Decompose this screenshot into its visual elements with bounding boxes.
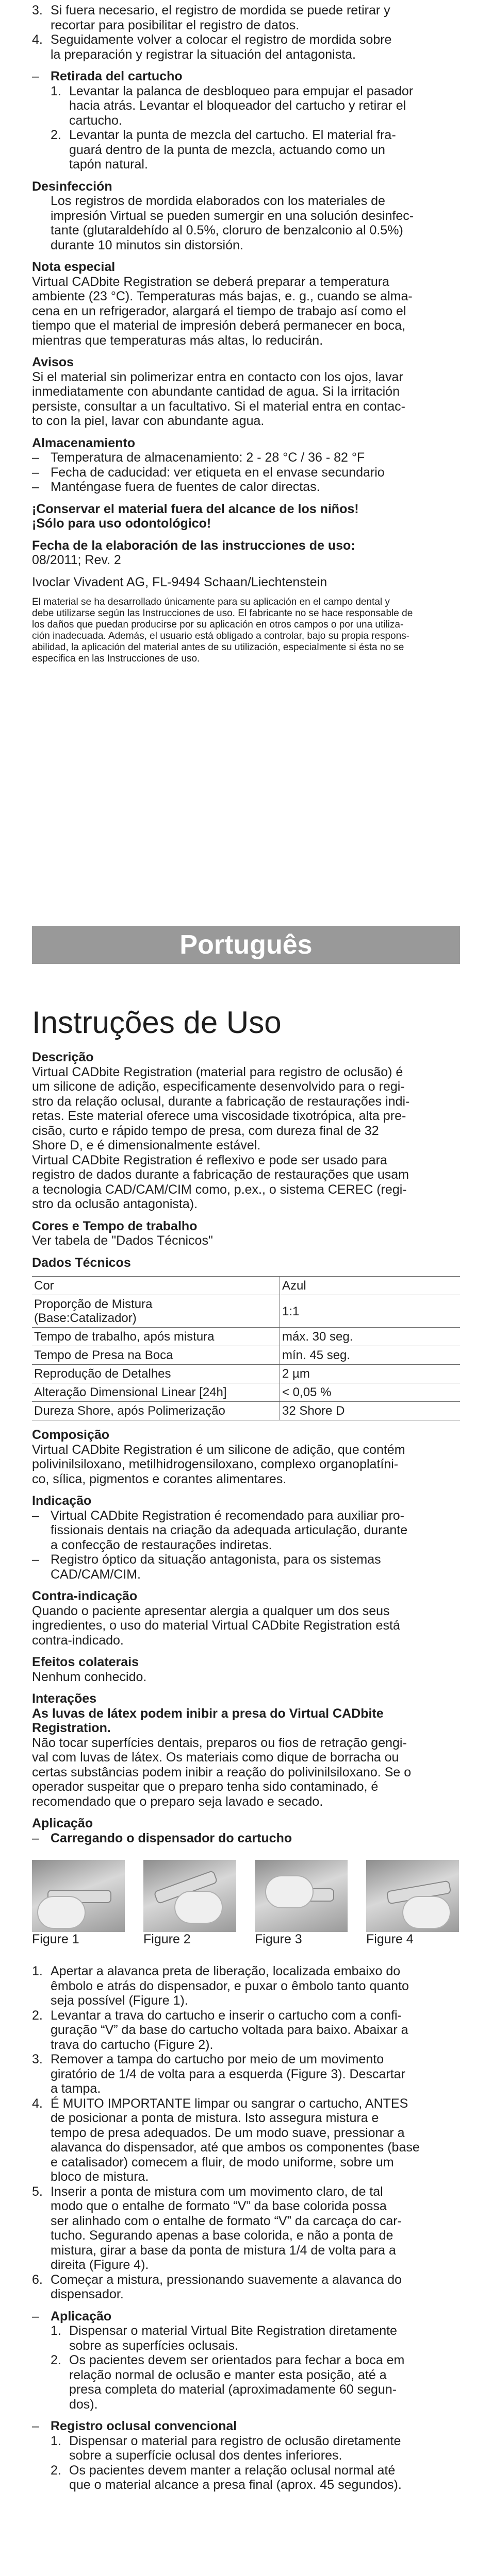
list-item: 2. Os pacientes devem ser orientados para fechar a boca em relação normal de oclusão e manter esta posição, até a presa completa do material (aproximadamente 60 segun- dos). bbox=[51, 2353, 405, 2412]
pt-registro-steps bbox=[51, 2434, 460, 2493]
es-fecha-heading: Fecha de la elaboración de las instrucciones de uso: bbox=[32, 538, 355, 553]
portuguese-section bbox=[32, 1005, 460, 2493]
figure-4-caption: Figure 4 bbox=[366, 1932, 414, 1946]
list-item: 1. Dispensar o material Virtual Bite Registration diretamente sobre as superfícies oclusais. bbox=[51, 2324, 397, 2353]
pt-descricao-heading: Descrição bbox=[32, 1050, 94, 1064]
table-row: Dureza Shore, após Polimerização 32 Shore D bbox=[32, 1402, 460, 1420]
es-desinfeccion-text: Los registros de mordida elaborados con los materiales de impresión Virtual se pueden sumergir en una solución desinfec- tante (glutaraldehído al 0.5%, cloruro de benzalconio al 0.5%) durante 10 minutos sin distorsión. bbox=[51, 194, 414, 252]
pt-indicacao-item-1: – Virtual CADbite Registration é recomendado para auxiliar pro- fissionais dentais na criação da adequada articulação, durante a confecção de restaurações indiretas. bbox=[32, 1508, 408, 1552]
pt-dados-heading: Dados Técnicos bbox=[32, 1255, 131, 1270]
language-banner-portugues: Português bbox=[32, 926, 460, 964]
pt-registro-heading: – Registro oclusal convencional bbox=[32, 2419, 237, 2433]
pt-carregando-steps bbox=[32, 1964, 460, 2302]
table-row: Tempo de trabalho, após mistura máx. 30 seg. bbox=[32, 1328, 460, 1346]
figure-3-caption: Figure 3 bbox=[255, 1932, 302, 1946]
list-item: 2. Levantar a trava do cartucho e inserir o cartucho com a confi- guração “V” da base do cartucho voltada para baixo. Abaixar a trava do cartucho (Figure 2). bbox=[32, 2008, 408, 2052]
figure-3-image bbox=[255, 1860, 348, 1932]
es-disclaimer: El material se ha desarrollado únicamente para su aplicación en el campo dental y debe utilizarse según las Instrucciones de uso. El fabricante no se hace responsable de los daños que puedan producirse por su aplicación en otros campos o por una utiliza- ción inadecuada. Además, el usuario está obligado a controlar, bajo su propia respons- abilidad, la aplicación del material antes de su utilización, especialmente si ésta no se especifica en las Instrucciones de uso. bbox=[32, 597, 413, 664]
es-step-4: 4. Seguidamente volver a colocar el registro de mordida sobre la preparación y registrar la situación del antagonista. bbox=[32, 32, 392, 62]
pt-efeitos-heading: Efeitos colaterais bbox=[32, 1655, 139, 1669]
pt-composicao-text: Virtual CADbite Registration é um silicone de adição, que contém polivinilsiloxano, metilhidrogensiloxano, complexo organoplatíni- co, sílica, pigmentos e corantes alimentares. bbox=[32, 1442, 405, 1486]
pt-contra-heading: Contra-indicação bbox=[32, 1589, 138, 1603]
pt-indicacao-item-2: – Registro óptico da situação antagonista, para os sistemas CAD/CAM/CIM. bbox=[32, 1552, 381, 1582]
es-fecha-value: 08/2011; Rev. 2 bbox=[32, 553, 121, 567]
page-title: Instruções de Uso bbox=[32, 1005, 282, 1040]
pt-indicacao-heading: Indicação bbox=[32, 1494, 92, 1508]
figure-captions bbox=[32, 1932, 460, 1947]
es-step-3: 3. Si fuera necesario, el registro de mordida se puede retirar y recortar para posibilitar el registro de datos. bbox=[32, 3, 390, 32]
pt-contra-text: Quando o paciente apresentar alergia a qualquer um dos seus ingredientes, o uso do material Virtual CADbite Registration está contra-indicado. bbox=[32, 1603, 400, 1648]
es-avisos-heading: Avisos bbox=[32, 355, 74, 369]
pt-carregando-heading: – Carregando o dispensador do cartucho bbox=[32, 1831, 292, 1845]
es-retirada-step-2: 2. Levantar la punta de mezcla del cartucho. El material fra- guará dentro de la punta de mezcla, actuando como un tapón natural. bbox=[51, 128, 396, 172]
list-item: 1. Dispensar o material para registro de oclusão diretamente sobre a superfície oclusal dos dentes inferiores. bbox=[51, 2433, 401, 2463]
list-item: 3. Remover a tampa do cartucho por meio de um movimento giratório de 1/4 de volta para a esquerda (Figure 3). Descartar a tampa. bbox=[32, 2052, 405, 2096]
es-nota-heading: Nota especial bbox=[32, 260, 116, 274]
pt-aplicacao2-steps bbox=[51, 2324, 460, 2412]
figure-1-image bbox=[32, 1860, 125, 1932]
pt-aplicacao2-heading: – Aplicação bbox=[32, 2309, 112, 2324]
es-retirada-step-1: 1. Levantar la palanca de desbloqueo para empujar el pasador hacia atrás. Levantar el bloqueador del cartucho y retirar el cartucho. bbox=[51, 83, 414, 128]
table-row: Cor Azul bbox=[32, 1277, 460, 1295]
pt-aplicacao-heading: Aplicação bbox=[32, 1816, 93, 1831]
table-row: Alteração Dimensional Linear [24h] < 0,05 % bbox=[32, 1383, 460, 1402]
table-row: Reprodução de Detalhes 2 µm bbox=[32, 1365, 460, 1383]
list-item: 6. Começar a mistura, pressionando suavemente a alavanca do dispensador. bbox=[32, 2272, 402, 2301]
figure-4-image bbox=[366, 1860, 459, 1932]
pt-descricao-text: Virtual CADbite Registration (material para registro de oclusão) é um silicone de adição, especificamente desenvolvido para o regi- stro da relação oclusal, durante a fabricação de restaurações indi- retas. Este material oferece uma viscosidade tixotrópica, alta pre- cisão, curto e rápido tempo de presa, com dureza final de 32 Shore D, e é dimensionalmente estável. Virtual CADbite Registration é reflexivo e pode ser usado para registro de dados durante a fabricação de restaurações que usam a tecnologia CAD/CAM/CIM como, p.ex., o sistema CEREC (regi- stro da oclusão antagonista). bbox=[32, 1064, 410, 1211]
table-row: Proporção de Mistura (Base:Catalizador) 1:1 bbox=[32, 1295, 460, 1328]
es-almac-item-1: – Temperatura de almacenamiento: 2 - 28 °C / 36 - 82 °F bbox=[32, 450, 365, 465]
pt-cores-heading: Cores e Tempo de trabalho bbox=[32, 1218, 198, 1233]
es-desinfeccion-heading: Desinfección bbox=[32, 179, 112, 194]
es-nota-text: Virtual CADbite Registration se deberá preparar a temperatura ambiente (23 °C). Temperaturas más bajas, e. g., cuando se alma- cena en un refrigerador, alargará el tiempo de trabajo así como el tiempo que el material de impresión deberá permanecer en boca, mientras que temperaturas más altas, lo reducirán. bbox=[32, 274, 413, 348]
es-almacenamiento-heading: Almacenamiento bbox=[32, 435, 136, 450]
list-item: 4. É MUITO IMPORTANTE limpar ou sangrar o cartucho, ANTES de posicionar a ponta de mistura. Isto assegura mistura e tempo de presa adequados. De um modo suave, pressionar a alavanca do dispensador, até que ambos os componentes (base e catalisador) comecem a fluir, de modo uniforme, sobre um bloco de mistura. bbox=[32, 2096, 420, 2184]
spanish-section bbox=[32, 3, 460, 665]
es-retirada-steps bbox=[51, 84, 460, 172]
es-retirada-heading: – Retirada del cartucho bbox=[32, 69, 183, 83]
pt-interacoes-text: Não tocar superfícies dentais, preparos ou fios de retração gengi- val com luvas de látex. Os materiais como dique de borracha ou certas substâncias podem inibir a reação do polivinilsiloxano. Se o operador suspeitar que o preparo tenha sido contaminado, é recomendado que o preparo seja lavado e secado. bbox=[32, 1735, 412, 1809]
pt-cores-text: Ver tabela de "Dados Técnicos" bbox=[32, 1233, 213, 1248]
es-steps-continued bbox=[32, 3, 460, 62]
pt-composicao-heading: Composição bbox=[32, 1428, 110, 1442]
figure-2-image bbox=[143, 1860, 236, 1932]
es-avisos-text: Si el material sin polimerizar entra en contacto con los ojos, lavar inmediatamente con abundante cantidad de agua. Si la irritación persiste, consultar a un facultativo. Si el material entra en contac- to con la piel, lavar con abundante agua. bbox=[32, 369, 405, 428]
pt-efeitos-text: Nenhum conhecido. bbox=[32, 1669, 147, 1684]
es-almac-item-2: – Fecha de caducidad: ver etiqueta en el envase secundario bbox=[32, 465, 385, 480]
es-company: Ivoclar Vivadent AG, FL-9494 Schaan/Liechtenstein bbox=[32, 574, 327, 589]
table-row: Tempo de Presa na Boca mín. 45 seg. bbox=[32, 1346, 460, 1365]
list-item: 2. Os pacientes devem manter a relação oclusal normal até que o material alcance a presa final (aprox. 45 segundos). bbox=[51, 2463, 402, 2492]
figure-strip bbox=[32, 1860, 460, 1932]
es-warning: ¡Conservar el material fuera del alcance de los niños! ¡Sólo para uso odontológico! bbox=[32, 501, 359, 531]
pt-interacoes-warning: As luvas de látex podem inibir a presa do Virtual CADbite Registration. bbox=[32, 1706, 384, 1735]
pt-interacoes-heading: Interações bbox=[32, 1691, 97, 1706]
figure-2-caption: Figure 2 bbox=[143, 1932, 191, 1946]
es-almac-item-3: – Manténgase fuera de fuentes de calor directas. bbox=[32, 480, 320, 494]
list-item: 5. Inserir a ponta de mistura com um movimento claro, de tal modo que o entalhe de formato “V” da base colorida possa ser alinhado com o entalhe de formato “V” da carcaça do car- tucho. Segurando apenas a base colorida, e não a ponta de mistura, girar a base da ponta de mistura 1/4 de volta para a direita (Figure 4). bbox=[32, 2184, 402, 2272]
list-item: 1. Apertar a alavanca preta de liberação, localizada embaixo do êmbolo e atrás do dispensador, e puxar o êmbolo tanto quanto seja possível (Figure 1). bbox=[32, 1964, 409, 2008]
figure-1-caption: Figure 1 bbox=[32, 1932, 79, 1946]
tech-data-table bbox=[32, 1276, 460, 1420]
